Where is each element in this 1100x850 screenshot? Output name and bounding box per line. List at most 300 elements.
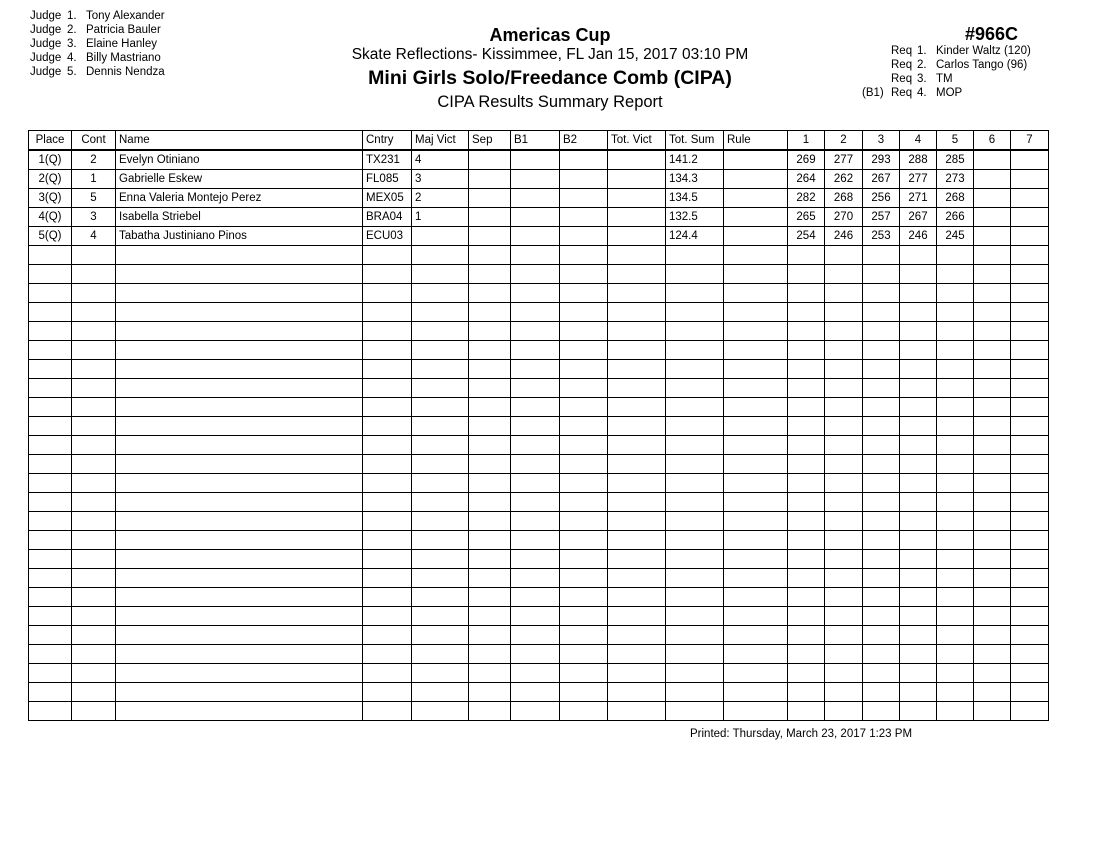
table-cell [29, 493, 72, 512]
table-cell [511, 569, 560, 588]
table-cell [560, 398, 608, 417]
requirement-text: TM [936, 73, 953, 85]
judge-number: 3. [67, 38, 77, 50]
table-cell [900, 607, 937, 626]
table-cell [72, 436, 116, 455]
table-cell [363, 474, 412, 493]
table-cell: FL085 [363, 170, 412, 189]
table-cell [666, 588, 724, 607]
column-header: 1 [788, 131, 825, 151]
table-cell [116, 417, 363, 436]
table-cell [666, 265, 724, 284]
table-cell [900, 702, 937, 721]
table-cell [116, 474, 363, 493]
table-cell [974, 170, 1011, 189]
table-cell [666, 436, 724, 455]
table-cell [116, 341, 363, 360]
table-cell [825, 303, 863, 322]
table-cell [412, 455, 469, 474]
table-cell [1011, 303, 1049, 322]
table-cell [608, 246, 666, 265]
table-cell [825, 607, 863, 626]
table-cell [788, 341, 825, 360]
table-cell [1011, 246, 1049, 265]
requirement-prefix: (B1) [862, 87, 884, 99]
table-cell [863, 379, 900, 398]
table-cell [72, 417, 116, 436]
table-cell [363, 683, 412, 702]
table-cell [863, 322, 900, 341]
judge-line [30, 23, 165, 37]
table-cell: 266 [937, 208, 974, 227]
table-cell [724, 493, 788, 512]
table-cell [1011, 607, 1049, 626]
table-cell [29, 379, 72, 398]
table-cell [666, 341, 724, 360]
table-cell [560, 550, 608, 569]
column-header: Rule [724, 131, 788, 151]
table-cell [469, 398, 511, 417]
table-cell [666, 322, 724, 341]
table-cell [974, 150, 1011, 170]
table-cell [974, 455, 1011, 474]
table-cell [29, 265, 72, 284]
table-cell [72, 341, 116, 360]
table-cell [469, 227, 511, 246]
table-cell [412, 569, 469, 588]
table-cell [900, 569, 937, 588]
table-cell: 4(Q) [29, 208, 72, 227]
table-cell [863, 360, 900, 379]
table-cell [900, 455, 937, 474]
table-cell: 293 [863, 150, 900, 170]
table-cell [469, 702, 511, 721]
table-cell [72, 512, 116, 531]
table-cell [724, 150, 788, 170]
table-cell [825, 436, 863, 455]
column-header: 6 [974, 131, 1011, 151]
column-header: Name [116, 131, 363, 151]
table-cell [937, 417, 974, 436]
table-cell [788, 436, 825, 455]
column-header: 5 [937, 131, 974, 151]
table-cell: 277 [900, 170, 937, 189]
table-cell [863, 398, 900, 417]
table-cell [72, 664, 116, 683]
table-cell [608, 493, 666, 512]
column-header: B2 [560, 131, 608, 151]
printed-timestamp: Printed: Thursday, March 23, 2017 1:23 PM [690, 728, 913, 740]
table-cell [469, 436, 511, 455]
table-cell [825, 417, 863, 436]
table-cell [788, 360, 825, 379]
table-cell [724, 189, 788, 208]
table-cell [363, 417, 412, 436]
table-cell [1011, 455, 1049, 474]
table-cell [363, 512, 412, 531]
requirements-list [862, 44, 1031, 100]
table-cell [863, 531, 900, 550]
table-cell [900, 398, 937, 417]
table-cell [608, 531, 666, 550]
table-cell [900, 645, 937, 664]
empty-row [29, 322, 1049, 341]
table-cell [937, 512, 974, 531]
table-cell: Evelyn Otiniano [116, 150, 363, 170]
table-cell: 3 [412, 170, 469, 189]
table-cell: 267 [863, 170, 900, 189]
table-cell [511, 493, 560, 512]
table-cell [666, 550, 724, 569]
empty-row [29, 664, 1049, 683]
empty-row [29, 512, 1049, 531]
table-cell: 253 [863, 227, 900, 246]
table-cell [116, 436, 363, 455]
requirement-text: Carlos Tango (96) [936, 59, 1028, 71]
table-cell [608, 626, 666, 645]
requirement-label: Req [891, 45, 913, 57]
table-cell [937, 531, 974, 550]
table-cell [72, 284, 116, 303]
table-cell [608, 360, 666, 379]
table-cell: 134.3 [666, 170, 724, 189]
table-cell [863, 265, 900, 284]
column-header: 7 [1011, 131, 1049, 151]
table-cell [1011, 227, 1049, 246]
venue-line: Skate Reflections- Kissimmee, FL Jan 15, 2017 03:10 PM [351, 46, 749, 63]
table-cell [724, 379, 788, 398]
event-number: #966C [965, 24, 1019, 44]
table-cell [724, 417, 788, 436]
table-cell [116, 531, 363, 550]
table-cell [72, 531, 116, 550]
table-row [29, 208, 1049, 227]
table-cell: 254 [788, 227, 825, 246]
table-cell [511, 455, 560, 474]
table-cell [469, 474, 511, 493]
empty-row [29, 683, 1049, 702]
table-cell [974, 645, 1011, 664]
table-cell [825, 246, 863, 265]
table-cell [511, 189, 560, 208]
table-cell [511, 626, 560, 645]
table-cell [29, 322, 72, 341]
table-cell [724, 322, 788, 341]
table-cell [560, 322, 608, 341]
table-cell [608, 417, 666, 436]
judge-label: Judge [30, 24, 62, 36]
table-cell: BRA04 [363, 208, 412, 227]
empty-row [29, 588, 1049, 607]
table-cell [560, 150, 608, 170]
table-cell [937, 265, 974, 284]
table-cell: 267 [900, 208, 937, 227]
judge-line [30, 9, 165, 23]
competition-title: Mini Girls Solo/Freedance Comb (CIPA) [368, 67, 732, 89]
table-cell [900, 531, 937, 550]
table-cell: 2 [412, 189, 469, 208]
table-cell: 271 [900, 189, 937, 208]
table-cell [937, 455, 974, 474]
table-cell [511, 417, 560, 436]
table-cell [511, 360, 560, 379]
table-cell [788, 246, 825, 265]
table-cell [825, 569, 863, 588]
table-cell [1011, 512, 1049, 531]
table-cell: 3 [72, 208, 116, 227]
requirement-text: MOP [936, 87, 963, 99]
column-header: Cntry [363, 131, 412, 151]
table-cell [469, 322, 511, 341]
table-cell [608, 550, 666, 569]
table-cell [29, 512, 72, 531]
table-cell [363, 664, 412, 683]
table-cell [560, 702, 608, 721]
table-cell [863, 417, 900, 436]
table-cell [788, 493, 825, 512]
table-cell [412, 531, 469, 550]
empty-row [29, 607, 1049, 626]
table-cell [788, 664, 825, 683]
table-cell [974, 379, 1011, 398]
table-cell [469, 417, 511, 436]
table-cell [900, 474, 937, 493]
table-cell [974, 493, 1011, 512]
table-cell [788, 588, 825, 607]
table-cell [469, 607, 511, 626]
table-cell [937, 569, 974, 588]
table-cell: Isabella Striebel [116, 208, 363, 227]
table-cell [29, 360, 72, 379]
table-cell [1011, 398, 1049, 417]
table-cell [560, 265, 608, 284]
table-cell [469, 683, 511, 702]
table-cell [937, 493, 974, 512]
table-cell [974, 702, 1011, 721]
table-cell [363, 284, 412, 303]
table-cell [974, 360, 1011, 379]
table-cell [560, 493, 608, 512]
table-cell [511, 322, 560, 341]
table-cell [72, 303, 116, 322]
table-cell [29, 645, 72, 664]
table-cell: ECU03 [363, 227, 412, 246]
table-cell [363, 531, 412, 550]
table-cell [724, 664, 788, 683]
table-cell [72, 265, 116, 284]
table-cell [788, 569, 825, 588]
table-cell [863, 512, 900, 531]
table-cell: 1(Q) [29, 150, 72, 170]
table-cell [863, 455, 900, 474]
table-cell [937, 702, 974, 721]
table-cell [116, 683, 363, 702]
table-cell [724, 645, 788, 664]
table-cell [363, 265, 412, 284]
table-cell [29, 398, 72, 417]
table-cell [560, 645, 608, 664]
table-cell [363, 398, 412, 417]
table-cell [788, 379, 825, 398]
table-cell: 245 [937, 227, 974, 246]
table-cell [560, 607, 608, 626]
table-cell [863, 569, 900, 588]
table-cell [974, 569, 1011, 588]
table-cell [724, 531, 788, 550]
table-cell [666, 702, 724, 721]
table-cell [469, 531, 511, 550]
table-cell [560, 436, 608, 455]
requirement-text: Kinder Waltz (120) [936, 45, 1031, 57]
table-row [29, 227, 1049, 246]
empty-row [29, 645, 1049, 664]
table-cell [412, 436, 469, 455]
judge-number: 5. [67, 66, 77, 78]
judges-list [30, 9, 165, 79]
table-cell [974, 189, 1011, 208]
table-cell [974, 398, 1011, 417]
table-cell: 256 [863, 189, 900, 208]
table-cell [511, 588, 560, 607]
table-cell [937, 683, 974, 702]
requirement-line [862, 72, 1031, 86]
table-cell [608, 322, 666, 341]
table-cell [974, 284, 1011, 303]
table-cell [72, 398, 116, 417]
table-cell [511, 170, 560, 189]
table-cell [29, 569, 72, 588]
table-cell [412, 702, 469, 721]
table-cell: 288 [900, 150, 937, 170]
table-cell [469, 626, 511, 645]
table-cell [974, 550, 1011, 569]
table-cell [469, 208, 511, 227]
table-cell [974, 246, 1011, 265]
table-cell [863, 436, 900, 455]
table-cell [608, 303, 666, 322]
table-cell [608, 588, 666, 607]
table-cell [825, 550, 863, 569]
table-cell [116, 588, 363, 607]
table-cell [666, 360, 724, 379]
table-cell [937, 398, 974, 417]
requirement-label: Req [891, 73, 913, 85]
table-cell [788, 265, 825, 284]
judge-line [30, 51, 165, 65]
table-cell [469, 664, 511, 683]
table-cell [511, 208, 560, 227]
column-header: Sep [469, 131, 511, 151]
table-cell [72, 588, 116, 607]
report-header [300, 24, 800, 112]
table-cell [974, 588, 1011, 607]
table-cell [900, 284, 937, 303]
table-cell [666, 626, 724, 645]
table-cell [937, 379, 974, 398]
table-cell: 268 [937, 189, 974, 208]
table-cell [116, 512, 363, 531]
table-cell [900, 246, 937, 265]
table-row [29, 170, 1049, 189]
table-cell [788, 303, 825, 322]
table-cell [29, 417, 72, 436]
table-cell [511, 550, 560, 569]
empty-row [29, 341, 1049, 360]
requirement-number: 4. [917, 87, 927, 99]
table-cell [116, 379, 363, 398]
table-cell [560, 208, 608, 227]
table-cell [825, 322, 863, 341]
table-cell: 282 [788, 189, 825, 208]
empty-row [29, 550, 1049, 569]
table-cell [724, 588, 788, 607]
table-cell [1011, 360, 1049, 379]
table-cell [825, 645, 863, 664]
table-cell [412, 626, 469, 645]
table-cell [29, 474, 72, 493]
table-cell: 5 [72, 189, 116, 208]
table-cell [863, 284, 900, 303]
table-cell [511, 702, 560, 721]
table-cell [412, 379, 469, 398]
table-cell [72, 474, 116, 493]
table-cell [863, 702, 900, 721]
judge-number: 4. [67, 52, 77, 64]
table-cell [469, 569, 511, 588]
table-cell [412, 265, 469, 284]
table-cell [900, 265, 937, 284]
table-cell [412, 493, 469, 512]
table-cell [1011, 626, 1049, 645]
table-cell [469, 303, 511, 322]
table-cell [724, 284, 788, 303]
table-cell [511, 150, 560, 170]
table-cell [724, 208, 788, 227]
table-cell [560, 379, 608, 398]
table-cell [72, 569, 116, 588]
empty-row [29, 303, 1049, 322]
table-cell [1011, 550, 1049, 569]
table-cell [825, 626, 863, 645]
table-cell [608, 398, 666, 417]
table-cell [825, 683, 863, 702]
table-cell [363, 379, 412, 398]
table-cell: 257 [863, 208, 900, 227]
table-cell [363, 626, 412, 645]
table-cell [29, 246, 72, 265]
table-cell [1011, 379, 1049, 398]
table-cell [1011, 341, 1049, 360]
table-cell [363, 702, 412, 721]
requirement-line [862, 58, 1031, 72]
empty-row [29, 702, 1049, 721]
table-cell: 3(Q) [29, 189, 72, 208]
table-cell [1011, 588, 1049, 607]
table-cell [724, 246, 788, 265]
results-table [28, 130, 1049, 721]
judge-number: 1. [67, 10, 77, 22]
table-cell [666, 569, 724, 588]
table-cell: 132.5 [666, 208, 724, 227]
table-cell [116, 550, 363, 569]
table-cell [900, 493, 937, 512]
table-cell [412, 360, 469, 379]
table-cell [511, 265, 560, 284]
table-cell [863, 246, 900, 265]
table-cell [29, 683, 72, 702]
table-cell [608, 569, 666, 588]
table-cell [560, 664, 608, 683]
